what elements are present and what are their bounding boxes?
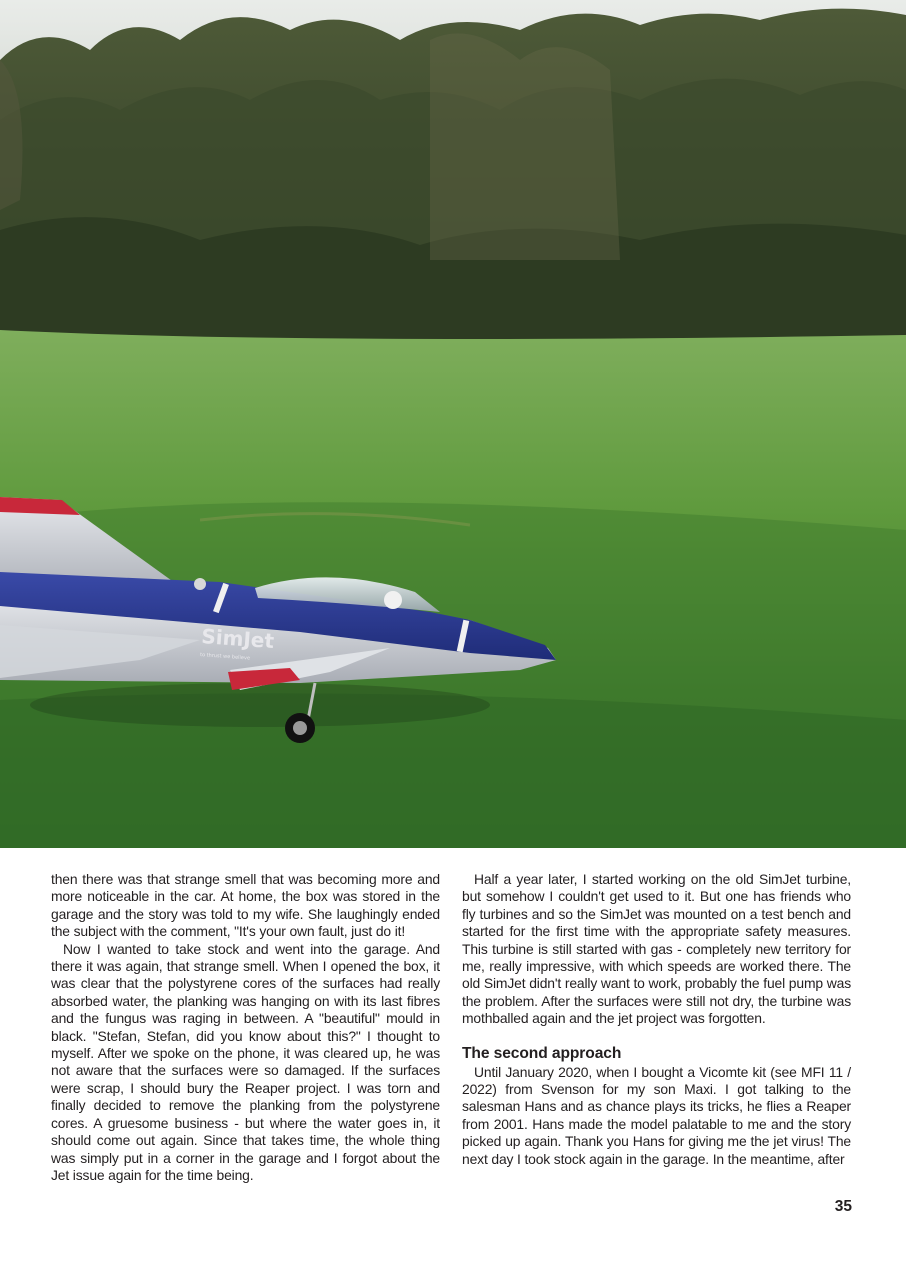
article-column-left xyxy=(51,871,440,1184)
treeline xyxy=(0,9,906,345)
page-number: 35 xyxy=(834,1198,852,1215)
section-heading: The second approach xyxy=(462,1044,622,1062)
paragraph: Half a year later, I started working on the old SimJet turbine, but somehow I couldn't get used to it. But one has friends who fly turbines and so the SimJet was mounted on a test bench and started for the first time with the appropriate safety measures. This turbine is still started with gas - completely new territory for me, really impressive, with which speeds are worked there. The old SimJet didn't really want to work, probably the fuel pump was the problem. After the surfaces were still not dry, the turbine was mothballed again and the jet project was forgotten. xyxy=(462,871,851,1027)
fuselage-logo: SimJet xyxy=(200,624,275,654)
article-column-right xyxy=(462,871,851,1168)
paragraph: Now I wanted to take stock and went into the garage. And there it was again, that strange smell. When I opened the box, it was clear that the polystyrene cores of the surfaces had really absorbed water, the planking was hanging on with its last fibres and the fungus was raging in between. A "beautiful" mould in black. "Stefan, Stefan, did you know about this?" I thought to myself. After we spoke on the phone, it was cleared up, he was not aware that the surfaces were so damaged. If the surfaces were scrap, I should bury the Reaper project. I was torn and finally decided to remove the planking from the polystyrene cores. A gruesome business - but where the water goes in, it should come out again. Since that takes time, the whole thing was simply put in a corner in the garage and I forgot about the Jet issue again for the time being. xyxy=(51,940,440,1183)
paragraph: Until January 2020, when I bought a Vicomte kit (see MFI 11 / 2022) from Svenson for my son Maxi. I got talking to the salesman Hans and as chance plays its tricks, he flies a Reaper from 2001. Hans made the model palatable to me and the story picked up again. Thank you Hans for giving me the jet virus! The next day I took stock again in the garage. In the meantime, after xyxy=(462,1063,851,1167)
paragraph: then there was that strange smell that was becoming more and more noticeable in the car. At home, the box was stored in the garage and the story was told to my wife. She laughingly ended the subject with the comment, "It's your own fault, just do it! xyxy=(51,871,440,940)
fuselage-tagline: to thrust we believe xyxy=(199,652,251,662)
